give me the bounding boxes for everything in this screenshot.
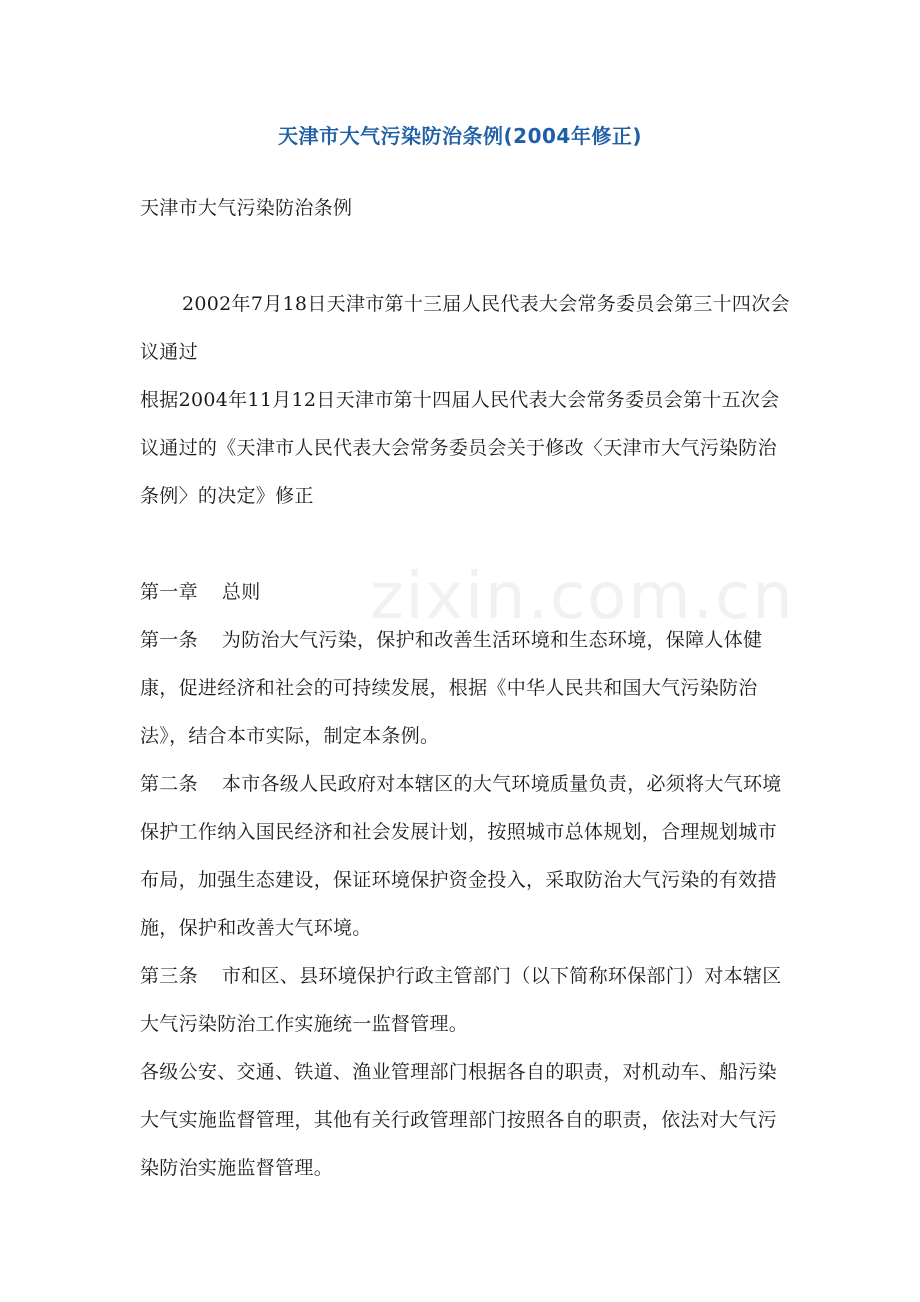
amendment-note: 根据2004年11月12日天津市第十四届人民代表大会常务委员会第十五次会议通过的《天津市人民代表大会常务委员会关于修改〈天津市大气污染防治条例〉的决定》修正 xyxy=(140,389,780,507)
document-subtitle: 天津市大气污染防治条例 xyxy=(140,197,353,219)
article-text: 为防治大气污染，保护和改善生活环境和生态环境，保障人体健康，促进经济和社会的可持续发展，根据《中华人民共和国大气污染防治法》，结合本市实际，制定本条例。 xyxy=(140,629,763,747)
article-label: 第二条 xyxy=(140,773,198,795)
article-text: 市和区、县环境保护行政主管部门（以下简称环保部门）对本辖区大气污染防治工作实施统一监督管理。 xyxy=(140,965,782,1035)
article-2 xyxy=(140,760,790,952)
article-label: 第一条 xyxy=(140,629,198,651)
watermark: zixin.com.cn xyxy=(370,560,795,634)
adoption-note xyxy=(140,280,790,376)
chapter-label: 第一章 xyxy=(140,581,198,603)
adoption-text: 2002年7月18日天津市第十三届人民代表大会常务委员会第三十四次会议通过 xyxy=(140,293,790,363)
article-3 xyxy=(140,952,790,1048)
article-1 xyxy=(140,616,790,760)
chapter-name: 总则 xyxy=(221,581,261,603)
article-text: 本市各级人民政府对本辖区的大气环境质量负责，必须将大气环境保护工作纳入国民经济和社会发展计划，按照城市总体规划，合理规划城市布局，加强生态建设，保证环境保护资金投入，采取防治大气污染的有效措施，保护和改善大气环境。 xyxy=(140,773,782,939)
article-label: 第三条 xyxy=(140,965,198,987)
document-title: 天津市大气污染防治条例(2004年修正) xyxy=(278,124,642,148)
chapter-heading xyxy=(140,568,790,616)
article-3-paragraph-2: 各级公安、交通、铁道、渔业管理部门根据各自的职责，对机动车、船污染大气实施监督管理，其他有关行政管理部门按照各自的职责，依法对大气污染防治实施监督管理。 xyxy=(140,1061,777,1179)
